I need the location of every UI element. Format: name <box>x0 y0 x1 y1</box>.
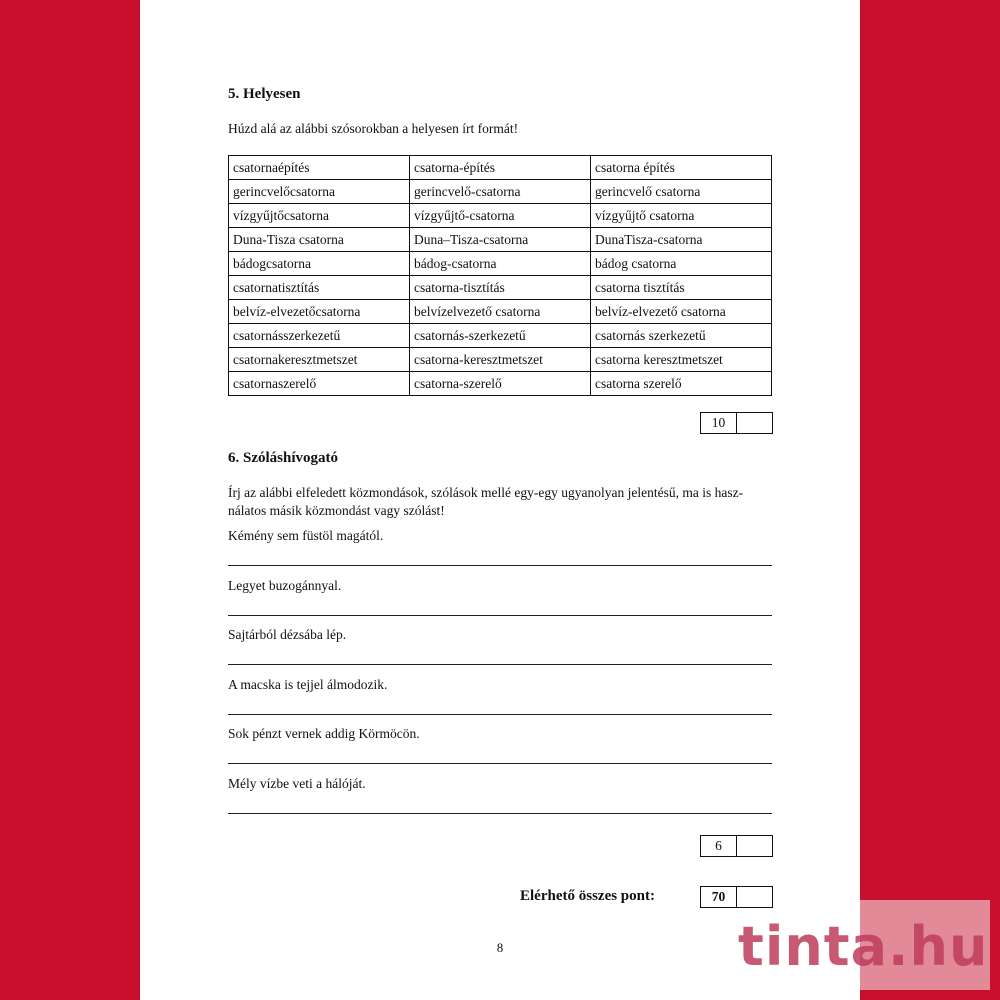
total-max-points: 70 <box>701 887 737 907</box>
total-points-label: Elérhető összes pont: <box>520 888 655 904</box>
table-row <box>229 300 772 324</box>
section-5-max-points: 10 <box>701 413 737 433</box>
answer-line[interactable] <box>228 615 772 616</box>
word-option-cell[interactable]: csatornásszerkezetű <box>229 324 410 348</box>
section-6-max-points: 6 <box>701 836 737 856</box>
spelling-table <box>228 155 772 396</box>
word-option-cell[interactable]: gerincvelő csatorna <box>591 180 772 204</box>
word-option-cell[interactable]: belvíz-elvezető csatorna <box>591 300 772 324</box>
proverb-item: Sok pénzt vernek addig Körmöcön. <box>228 726 420 741</box>
word-option-cell[interactable]: csatorna-építés <box>410 156 591 180</box>
proverb-item: A macska is tejjel álmodozik. <box>228 676 388 692</box>
word-option-cell[interactable]: bádog csatorna <box>591 252 772 276</box>
section-6-title: 6. Szóláshívogató <box>228 450 339 466</box>
table-row <box>229 276 772 300</box>
word-option-cell[interactable]: DunaTisza-csatorna <box>591 228 772 252</box>
section-6-earned-points[interactable] <box>737 836 772 856</box>
section-6-score-box <box>700 835 773 857</box>
table-row <box>229 156 772 180</box>
table-row <box>229 252 772 276</box>
answer-line[interactable] <box>228 664 772 665</box>
word-option-cell[interactable]: csatornaszerelő <box>229 372 410 396</box>
section-5-score-box <box>700 412 773 434</box>
word-option-cell[interactable]: vízgyűjtő csatorna <box>591 204 772 228</box>
answer-line[interactable] <box>228 813 772 814</box>
proverb-item: Sajtárból dézsába lép. <box>228 627 347 642</box>
proverb-item: Kémény sem füstöl magától. <box>228 528 384 543</box>
word-option-cell[interactable]: csatornaépítés <box>229 156 410 180</box>
section-5-instruction: Húzd alá az alábbi szósorokban a helyesen írt formát! <box>228 121 519 136</box>
word-option-cell[interactable]: belvízelvezető csatorna <box>410 300 591 324</box>
page-number: 8 <box>496 940 504 955</box>
watermark-logo: tinta.hu <box>738 915 989 978</box>
word-option-cell[interactable]: csatorna keresztmetszet <box>591 348 772 372</box>
section-6-instruction-line-2: nálatos másik közmondást vagy szólást! <box>228 503 445 518</box>
proverb-item: Legyet buzogánnyal. <box>228 577 342 593</box>
proverb-item: Mély vízbe veti a hálóját. <box>228 775 366 791</box>
answer-line[interactable] <box>228 565 772 566</box>
word-option-cell[interactable]: csatorna-szerelő <box>410 372 591 396</box>
table-row <box>229 324 772 348</box>
section-6-instruction-line-1: Írj az alábbi elfeledett közmondások, szólások mellé egy-egy ugyanolyan jelentésű, ma is hasz- <box>228 485 744 500</box>
word-option-cell[interactable]: vízgyűjtő-csatorna <box>410 204 591 228</box>
word-option-cell[interactable]: csatornás szerkezetű <box>591 324 772 348</box>
total-earned-points[interactable] <box>737 887 772 907</box>
word-option-cell[interactable]: csatorna-tisztítás <box>410 276 591 300</box>
word-option-cell[interactable]: Duna-Tisza csatorna <box>229 228 410 252</box>
word-option-cell[interactable]: vízgyűjtőcsatorna <box>229 204 410 228</box>
word-option-cell[interactable]: bádog-csatorna <box>410 252 591 276</box>
word-option-cell[interactable]: csatornás-szerkezetű <box>410 324 591 348</box>
word-option-cell[interactable]: Duna–Tisza-csatorna <box>410 228 591 252</box>
word-option-cell[interactable]: csatorna tisztítás <box>591 276 772 300</box>
worksheet-page <box>140 0 860 1000</box>
word-option-cell[interactable]: csatorna szerelő <box>591 372 772 396</box>
answer-line[interactable] <box>228 714 772 715</box>
answer-line[interactable] <box>228 763 772 764</box>
table-row <box>229 228 772 252</box>
section-5-earned-points[interactable] <box>737 413 772 433</box>
word-option-cell[interactable]: gerincvelő-csatorna <box>410 180 591 204</box>
word-option-cell[interactable]: csatornakeresztmetszet <box>229 348 410 372</box>
table-row <box>229 348 772 372</box>
word-option-cell[interactable]: bádogcsatorna <box>229 252 410 276</box>
word-option-cell[interactable]: csatornatisztítás <box>229 276 410 300</box>
table-row <box>229 204 772 228</box>
total-score-box <box>700 886 773 908</box>
word-option-cell[interactable]: csatorna építés <box>591 156 772 180</box>
word-option-cell[interactable]: belvíz-elvezetőcsatorna <box>229 300 410 324</box>
word-option-cell[interactable]: gerincvelőcsatorna <box>229 180 410 204</box>
table-row <box>229 180 772 204</box>
word-option-cell[interactable]: csatorna-keresztmetszet <box>410 348 591 372</box>
table-row <box>229 372 772 396</box>
section-5-title: 5. Helyesen <box>228 86 301 102</box>
